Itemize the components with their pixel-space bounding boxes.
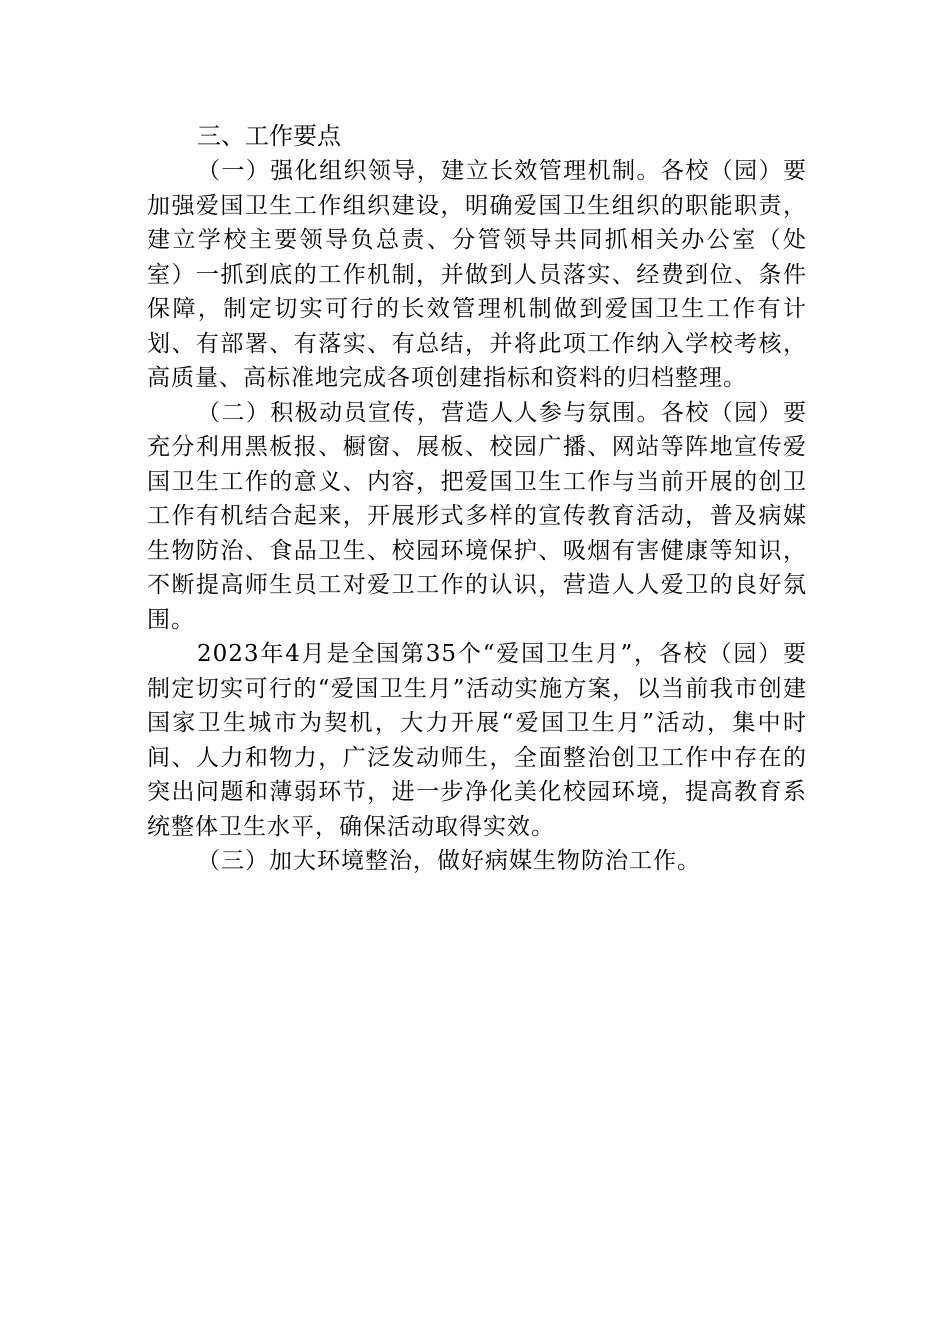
paragraph-publicity-mobilization: （二）积极动员宣传，营造人人参与氛围。各校（园）要充分利用黑板报、橱窗、展板、校园广播、网站等阵地宣传爱国卫生工作的意义、内容，把爱国卫生工作与当前开展的创卫工作有机结合起来，开展形式多样的宣传教育活动，普及病媒生物防治、食品卫生、校园环境保护、吸烟有害健康等知识，不断提高师生员工对爱卫工作的认识，营造人人爱卫的良好氛围。 <box>147 399 807 633</box>
section-heading: 三、工作要点 <box>197 122 341 150</box>
document-body <box>147 118 807 879</box>
paragraph-environment-remediation: （三）加大环境整治，做好病媒生物防治工作。 <box>197 848 701 874</box>
paragraph-organization-leadership: （一）强化组织领导，建立长效管理机制。各校（园）要加强爱国卫生工作组织建设，明确爱国卫生组织的职能职责，建立学校主要领导负总责、分管领导共同抓相关办公室（处室）一抓到底的工作机制，并做到人员落实、经费到位、条件保障，制定切实可行的长效管理机制做到爱国卫生工作有计划、有部署、有落实、有总结，并将此项工作纳入学校考核，高质量、高标准地完成各项创建指标和资料的归档整理。 <box>147 158 807 391</box>
paragraph-health-month: 2023年4月是全国第35个“爱国卫生月”，各校（园）要制定切实可行的“爱国卫生月”活动实施方案，以当前我市创建国家卫生城市为契机，大力开展“爱国卫生月”活动，集中时间、人力和物力，广泛发动师生，全面整治创卫工作中存在的突出问题和薄弱环节，进一步净化美化校园环境，提高教育系统整体卫生水平，确保活动取得实效。 <box>147 641 807 840</box>
